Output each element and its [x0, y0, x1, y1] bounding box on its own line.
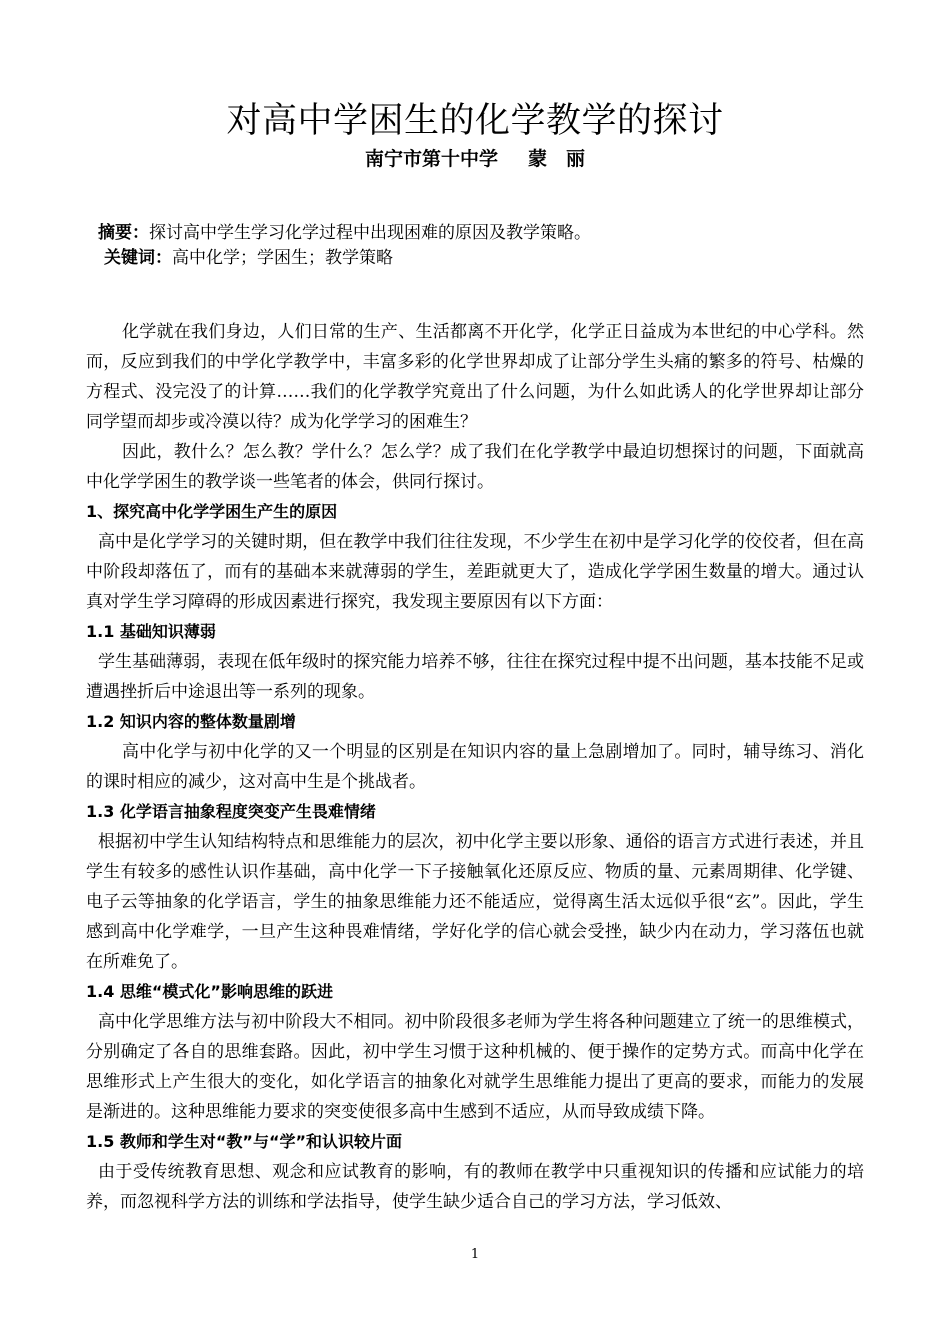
- page-number: 1: [470, 1247, 480, 1262]
- intro-paragraph-1: 化学就在我们身边，人们日常的生产、生活都离不开化学，化学正日益成为本世纪的中心学科。然而，反应到我们的中学化学教学中，丰富多彩的化学世界却成了让部分学生头痛的繁多的符号、枯燥的方程式、没完没了的计算……我们的化学教学究竟出了什么问题，为什么如此诱人的化学世界却让部分同学望而却步或冷漠以待？成为化学学习的困难生？: [86, 322, 864, 432]
- intro-paragraph-2: 因此，教什么？怎么教？学什么？怎么学？成了我们在化学教学中最迫切想探讨的问题，下面就高中化学学困生的教学谈一些笔者的体会，供同行探讨。: [86, 442, 864, 492]
- document-title: 对高中学困生的化学教学的探讨: [226, 101, 724, 141]
- subsection-paragraph-1-2: 高中化学与初中化学的又一个明显的区别是在知识内容的量上急剧增加了。同时，辅导练习、消化的课时相应的减少，这对高中生是个挑战者。: [86, 742, 864, 792]
- subsection-heading-1-1: 1.1 基础知识薄弱: [86, 622, 216, 641]
- author-name: 蒙 丽: [528, 148, 586, 170]
- abstract-label: 摘要：: [98, 223, 149, 243]
- school-name: 南宁市第十中学: [364, 148, 498, 170]
- author-line: [0, 146, 950, 172]
- subsection-heading-1-5: 1.5 教师和学生对“教”与“学”和认识较片面: [86, 1132, 402, 1151]
- subsection-paragraph-1-1: 学生基础薄弱，表现在低年级时的探究能力培养不够，往往在探究过程中提不出问题，基本技能不足或遭遇挫折后中途退出等一系列的现象。: [86, 652, 864, 702]
- subsection-paragraph-1-3: 根据初中学生认知结构特点和思维能力的层次，初中化学主要以形象、通俗的语言方式进行表述，并且学生有较多的感性认识作基础，高中化学一下子接触氧化还原反应、物质的量、元素周期律、化学键、电子云等抽象的化学语言，学生的抽象思维能力还不能适应，觉得离生活太远似乎很“玄”。因此，学生感到高中化学难学，一旦产生这种畏难情绪，学好化学的信心就会受挫，缺少内在动力，学习落伍也就在所难免了。: [86, 832, 864, 972]
- document-body: [86, 317, 864, 1217]
- subsection-paragraph-1-5: 由于受传统教育思想、观念和应试教育的影响，有的教师在教学中只重视知识的传播和应试能力的培养，而忽视科学方法的训练和学法指导，使学生缺少适合自己的学习方法，学习低效、: [86, 1162, 864, 1212]
- section-heading-1: 1、探究高中化学学困生产生的原因: [86, 502, 338, 521]
- keywords-text: 高中化学；学困生；教学策略: [172, 248, 393, 268]
- section-paragraph-1: 高中是化学学习的关键时期，但在教学中我们往往发现，不少学生在初中是学习化学的佼佼者，但在高中阶段却落伍了，而有的基础本来就薄弱的学生，差距就更大了，造成化学学困生数量的增大。通过认真对学生学习障碍的形成因素进行探究，我发现主要原因有以下方面：: [86, 532, 864, 612]
- subsection-paragraph-1-4: 高中化学思维方法与初中阶段大不相同。初中阶段很多老师为学生将各种问题建立了统一的思维模式，分别确定了各自的思维套路。因此，初中学生习惯于这种机械的、便于操作的定势方式。而高中化学在思维形式上产生很大的变化，如化学语言的抽象化对就学生思维能力提出了更高的要求，而能力的发展是渐进的。这种思维能力要求的突变使很多高中生感到不适应，从而导致成绩下降。: [86, 1012, 864, 1122]
- abstract-text: 探讨高中学生学习化学过程中出现困难的原因及教学策略。: [149, 223, 591, 243]
- abstract-line: [98, 221, 591, 245]
- subsection-heading-1-4: 1.4 思维“模式化”影响思维的跃进: [86, 982, 333, 1001]
- subsection-heading-1-2: 1.2 知识内容的整体数量剧增: [86, 712, 296, 731]
- keywords-line: [104, 246, 393, 270]
- subsection-heading-1-3: 1.3 化学语言抽象程度突变产生畏难情绪: [86, 802, 376, 821]
- keywords-label: 关键词：: [104, 248, 172, 268]
